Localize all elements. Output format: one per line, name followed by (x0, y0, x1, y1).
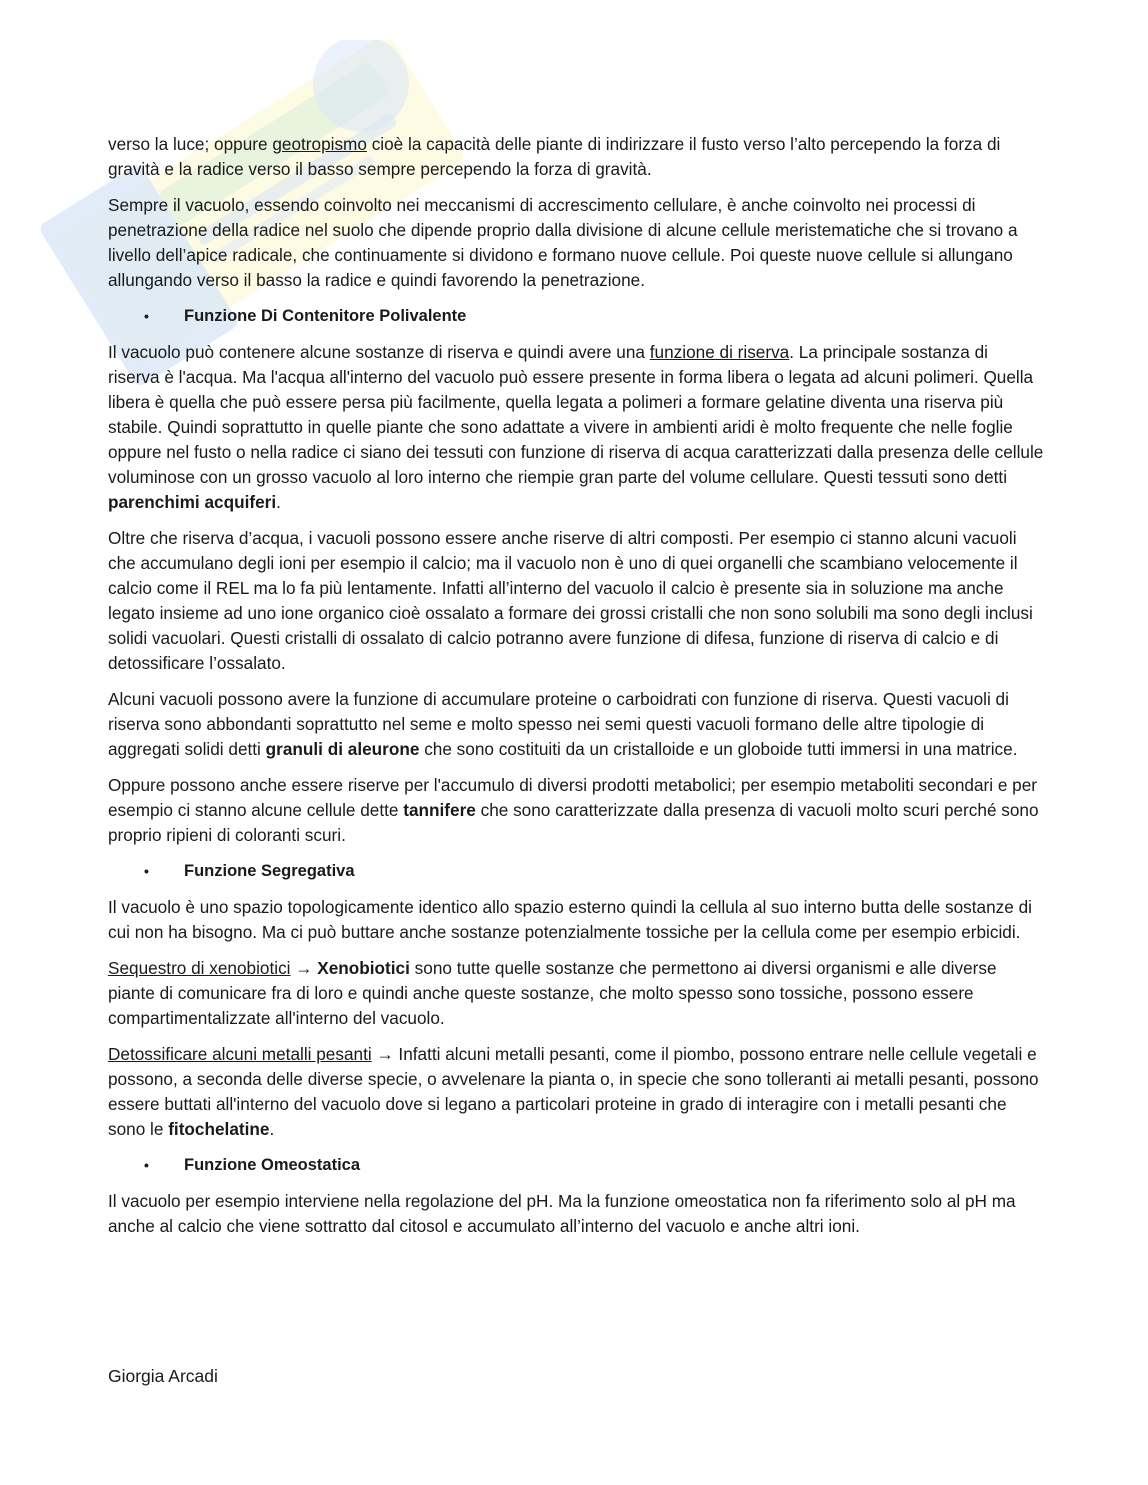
term-xenobiotici: Xenobiotici (317, 958, 410, 978)
term-parenchimi-acquiferi: parenchimi acquiferi (108, 492, 277, 512)
term-detossificare-metalli: Detossificare alcuni metalli pesanti (108, 1044, 372, 1064)
heading-segregativa (108, 859, 1044, 884)
text: . (269, 1119, 275, 1139)
paragraph-riserva-acqua (108, 340, 1044, 515)
heading-text: Funzione Omeostatica (184, 1156, 361, 1174)
text: sono tutte quelle sostanze che permettono ai diversi organismi e alle diverse piante di comunicare fra di loro e quindi anche queste sostanze, che molto spesso sono tossiche, possono essere compartimentalizzate all'interno del vacuolo. (108, 958, 997, 1028)
paragraph-riserve-composti: Oltre che riserva d’acqua, i vacuoli possono essere anche riserve di altri composti. Per esempio ci stanno alcuni vacuoli che accumulano degli ioni per esempio il calcio; ma il vacuolo non è uno di quei organelli che scambiano velocemente il calcio come il REL ma lo fa più lentamente. Infatti all’interno del vacuolo il calcio è presente sia in soluzione ma anche legato insieme ad uno ione organico cioè ossalato a formare dei grossi cristalli che non sono solubili ma sono degli inclusi solidi vacuolari. Questi cristalli di ossalato di calcio potranno avere funzione di difesa, funzione di riserva di calcio e di detossificare l’ossalato. (108, 528, 1033, 673)
paragraph-ph: Il vacuolo per esempio interviene nella regolazione del pH. Ma la funzione omeostatica non fa riferimento solo al pH ma anche al calcio che viene sottratto dal citosol e accumulato all’interno del vacuolo e anche altri ioni. (108, 1191, 1016, 1236)
text: Oppure possono anche essere riserve per l'accumulo di diversi prodotti metabolici; per esempio metaboliti secondari e per esempio ci stanno alcune cellule dette (108, 775, 1038, 820)
term-tannifere: tannifere (403, 800, 476, 820)
text: . (276, 492, 281, 512)
paragraph-penetrazione: Sempre il vacuolo, essendo coinvolto nei meccanismi di accrescimento cellulare, è anche coinvolto nei processi di penetrazione della radice nel suolo che dipende proprio dalla divisione di alcune cellule meristematiche che si trovano a livello dell’apice radicale, che continuamente si dividono e formano nuove cellule. Poi queste nuove cellule si allungano allungando verso il basso la radice e quindi favorendo la penetrazione. (108, 195, 1018, 290)
bullet-icon: • (144, 308, 149, 324)
term-fitochelatine: fitochelatine (168, 1119, 270, 1139)
heading-text: Funzione Di Contenitore Polivalente (184, 307, 467, 325)
document-body (108, 132, 1044, 1250)
bullet-icon: • (144, 863, 149, 879)
author-footer: Giorgia Arcadi (108, 1366, 218, 1386)
arrow-icon: → (290, 958, 318, 978)
text: che sono costituiti da un cristalloide e un globoide tutti immersi in una matrice. (419, 739, 1018, 759)
text: Il vacuolo può contenere alcune sostanze di riserva e quindi avere una (108, 342, 650, 362)
heading-contenitore-polivalente (108, 304, 1044, 329)
text: cioè la capacità delle piante di indirizzare il fusto verso l’alto percependo la forza di gravità e la radice verso il basso sempre percependo la forza di gravità. (108, 134, 1001, 179)
term-granuli-aleurone: granuli di aleurone (265, 739, 420, 759)
heading-text: Funzione Segregativa (184, 862, 355, 880)
paragraph-metalli-pesanti (108, 1042, 1044, 1142)
text: Infatti alcuni metalli pesanti, come il piombo, possono entrare nelle cellule vegetali e possono, a seconda delle diverse specie, o avvelenare la pianta o, in specie che sono tolleranti ai metalli pesanti, possono essere buttati all'interno del vacuolo dove si legano a particolari proteine in grado di interagire con i metalli pesanti che sono le (108, 1044, 1039, 1139)
text: Alcuni vacuoli possono avere la funzione di accumulare proteine o carboidrati con funzione di riserva. Questi vacuoli di riserva sono abbondanti soprattutto nel seme e molto spesso nei semi questi vacuoli formano delle altre tipologie di aggregati solidi detti (108, 689, 1009, 759)
arrow-icon: → (371, 1044, 399, 1064)
term-funzione-riserva: funzione di riserva (649, 342, 790, 362)
bullet-icon: • (144, 1157, 149, 1173)
paragraph-xenobiotici (108, 956, 1044, 1031)
text: che sono caratterizzate dalla presenza di vacuoli molto scuri perché sono proprio ripieni di coloranti scuri. (108, 800, 1039, 845)
text: . La principale sostanza di riserva è l'acqua. Ma l'acqua all'interno del vacuolo può essere presente in forma libera o legata ad alcuni polimeri. Quella libera è quella che può essere persa più facilmente, quella legata a polimeri a formare gelatine diventa una riserva più stabile. Quindi soprattutto in quelle piante che sono adattate a vivere in ambienti aridi è molto frequente che nelle foglie oppure nel fusto o nella radice ci siano dei tessuti con funzione di riserva di acqua caratterizzati dalla presenza delle cellule voluminose con un grosso vacuolo al loro interno che riempie gran parte del volume cellulare. Questi tessuti sono detti (108, 342, 1044, 487)
term-geotropismo: geotropismo (272, 134, 367, 154)
paragraph-geotropismo (108, 132, 1044, 182)
paragraph-aleurone (108, 687, 1044, 762)
text: verso la luce; oppure (108, 134, 273, 154)
heading-omeostatica (108, 1153, 1044, 1178)
paragraph-spazio-topologico: Il vacuolo è uno spazio topologicamente identico allo spazio esterno quindi la cellula al suo interno butta delle sostanze di cui non ha bisogno. Ma ci può buttare anche sostanze potenzialmente tossiche per la cellula come per esempio erbicidi. (108, 897, 1032, 942)
paragraph-tannifere (108, 773, 1044, 848)
term-sequestro-xenobiotici: Sequestro di xenobiotici (108, 958, 291, 978)
